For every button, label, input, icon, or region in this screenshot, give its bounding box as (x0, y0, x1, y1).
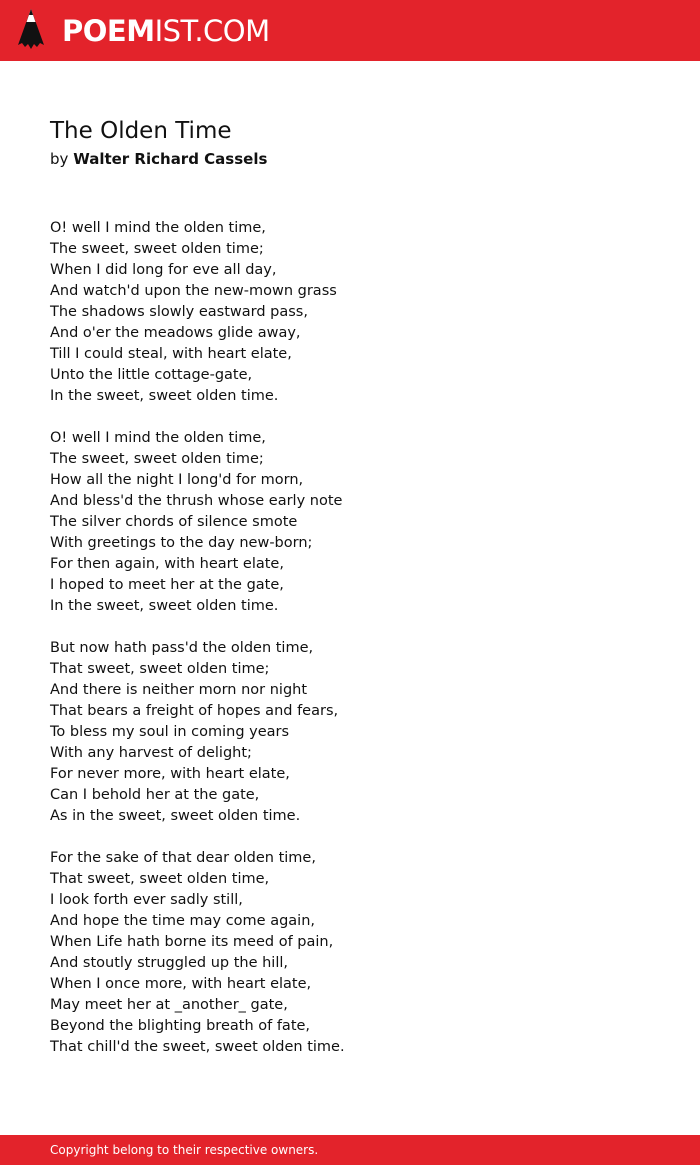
poem-line: That bears a freight of hopes and fears, (50, 703, 339, 719)
site-logo[interactable] (62, 11, 270, 51)
poem-line: As in the sweet, sweet olden time. (50, 808, 301, 824)
poem-line: I look forth ever sadly still, (50, 892, 243, 908)
poem-line: And stoutly struggled up the hill, (50, 955, 288, 971)
poem-line: Till I could steal, with heart elate, (50, 346, 292, 362)
poem-line: The sweet, sweet olden time; (50, 451, 264, 467)
pencil-icon[interactable] (18, 9, 44, 51)
site-header (0, 0, 700, 61)
poem-line: And there is neither morn nor night (50, 682, 308, 698)
by-label: by (50, 150, 69, 168)
poem-stanza (50, 428, 670, 617)
poem-line: With greetings to the day new-born; (50, 535, 313, 551)
poem-line: O! well I mind the olden time, (50, 220, 266, 236)
site-footer (0, 1135, 700, 1165)
poem-line: For then again, with heart elate, (50, 556, 284, 572)
poem-line: That chill'd the sweet, sweet olden time. (50, 1039, 345, 1055)
poem-line: The silver chords of silence smote (50, 514, 298, 530)
poem-line: When Life hath borne its meed of pain, (50, 934, 334, 950)
poem-stanza (50, 848, 670, 1058)
poem-stanza (50, 638, 670, 827)
poem-stanza (50, 218, 670, 407)
poem-body (50, 218, 670, 1079)
poem-line: Can I behold her at the gate, (50, 787, 260, 803)
poem-line: Beyond the blighting breath of fate, (50, 1018, 311, 1034)
poem-line: That sweet, sweet olden time, (50, 871, 270, 887)
poem-author: Walter Richard Cassels (73, 150, 268, 168)
poem-title: The Olden Time (50, 118, 232, 144)
logo-text-bold: POEM (62, 14, 155, 48)
poem-line: O! well I mind the olden time, (50, 430, 266, 446)
poem-line: For the sake of that dear olden time, (50, 850, 316, 866)
poem-line: And bless'd the thrush whose early note (50, 493, 343, 509)
poem-line: To bless my soul in coming years (50, 724, 290, 740)
poem-line: With any harvest of delight; (50, 745, 252, 761)
poem-line: In the sweet, sweet olden time. (50, 388, 279, 404)
logo-text-thin: IST.COM (154, 14, 270, 48)
poem-line: For never more, with heart elate, (50, 766, 290, 782)
poem-line: May meet her at _another_ gate, (50, 997, 288, 1013)
poem-line: How all the night I long'd for morn, (50, 472, 304, 488)
poem-line: The shadows slowly eastward pass, (50, 304, 308, 320)
poem-line: And watch'd upon the new-mown grass (50, 283, 337, 299)
poem-line: But now hath pass'd the olden time, (50, 640, 314, 656)
copyright-text: Copyright belong to their respective owners. (50, 1143, 319, 1157)
poem-line: Unto the little cottage-gate, (50, 367, 253, 383)
poem-line: And o'er the meadows glide away, (50, 325, 301, 341)
poem-line: When I did long for eve all day, (50, 262, 277, 278)
poem-line: In the sweet, sweet olden time. (50, 598, 279, 614)
poem-line: I hoped to meet her at the gate, (50, 577, 284, 593)
poem-line: The sweet, sweet olden time; (50, 241, 264, 257)
poem-byline (50, 148, 267, 170)
poem-line: And hope the time may come again, (50, 913, 315, 929)
poem-line: That sweet, sweet olden time; (50, 661, 270, 677)
poem-line: When I once more, with heart elate, (50, 976, 312, 992)
